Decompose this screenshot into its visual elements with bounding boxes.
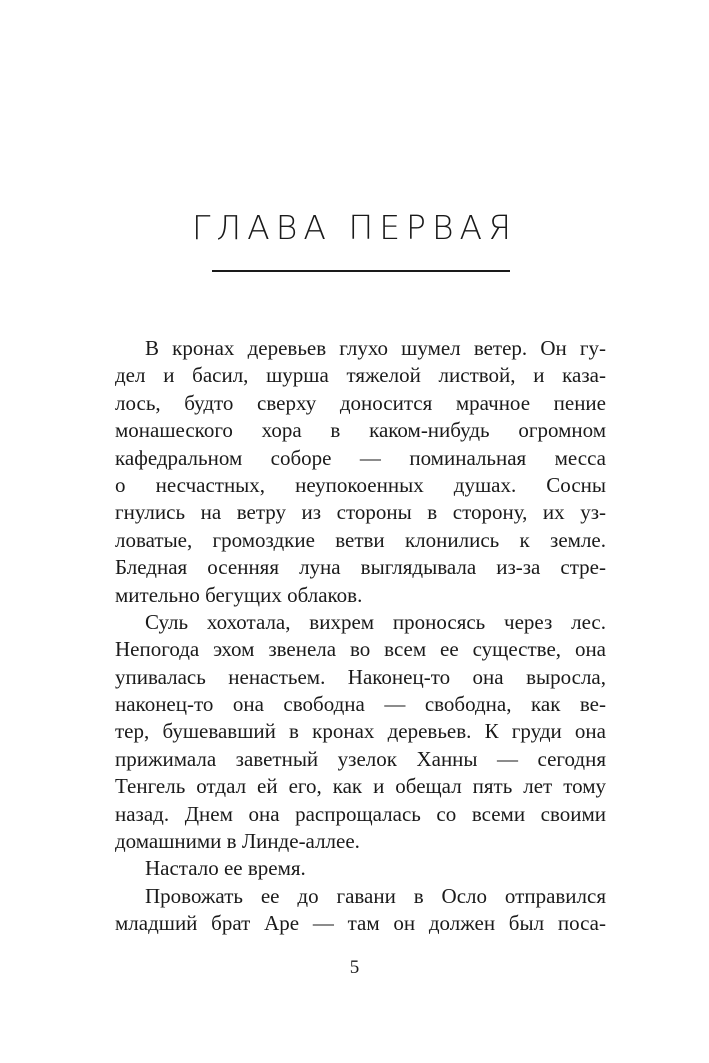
text-line: упивалась ненастьем. Наконец-то она выросла, (115, 664, 606, 689)
text-line: Тенгель отдал ей его, как и обещал пять лет тому (115, 774, 606, 799)
text-line: мительно бегущих облаков. (115, 582, 363, 607)
text-line: наконец-то она свободна — свободна, как ве- (115, 692, 606, 717)
text-line: гнулись на ветру из стороны в сторону, их уз- (115, 500, 606, 525)
text-line: монашеского хора в каком-нибудь огромном (115, 418, 606, 443)
title-divider (212, 270, 510, 272)
body-text (115, 335, 606, 938)
text-line: Настало ее время. (145, 856, 306, 881)
text-line: Суль хохотала, вихрем проносясь через лес. (145, 609, 606, 634)
page-number: 5 (349, 957, 360, 978)
chapter-title: ГЛАВА ПЕРВАЯ (191, 208, 518, 247)
text-line: Бледная осенняя луна выглядывала из-за стре- (115, 555, 606, 580)
text-line: младший брат Аре — там он должен был поса- (115, 911, 606, 936)
text-line: Провожать ее до гавани в Осло отправился (145, 883, 606, 908)
text-line: лось, будто сверху доносится мрачное пение (115, 390, 606, 415)
text-line: домашними в Линде-аллее. (115, 829, 360, 854)
text-line: прижимала заветный узелок Ханны — сегодня (115, 746, 606, 771)
text-line: о несчастных, неупокоенных душах. Сосны (115, 472, 606, 497)
text-line: ловатые, громоздкие ветви клонились к земле. (115, 527, 606, 552)
text-line: кафедральном соборе — поминальная месса (115, 445, 606, 470)
text-line: В кронах деревьев глухо шумел ветер. Он гу- (145, 336, 606, 360)
text-line: Непогода эхом звенела во всем ее существе, она (115, 637, 606, 662)
text-line: назад. Днем она распрощалась со всеми своими (115, 801, 606, 826)
text-line: дел и басил, шурша тяжелой листвой, и каза- (115, 363, 606, 388)
text-line: тер, бушевавший в кронах деревьев. К груди она (115, 719, 606, 744)
